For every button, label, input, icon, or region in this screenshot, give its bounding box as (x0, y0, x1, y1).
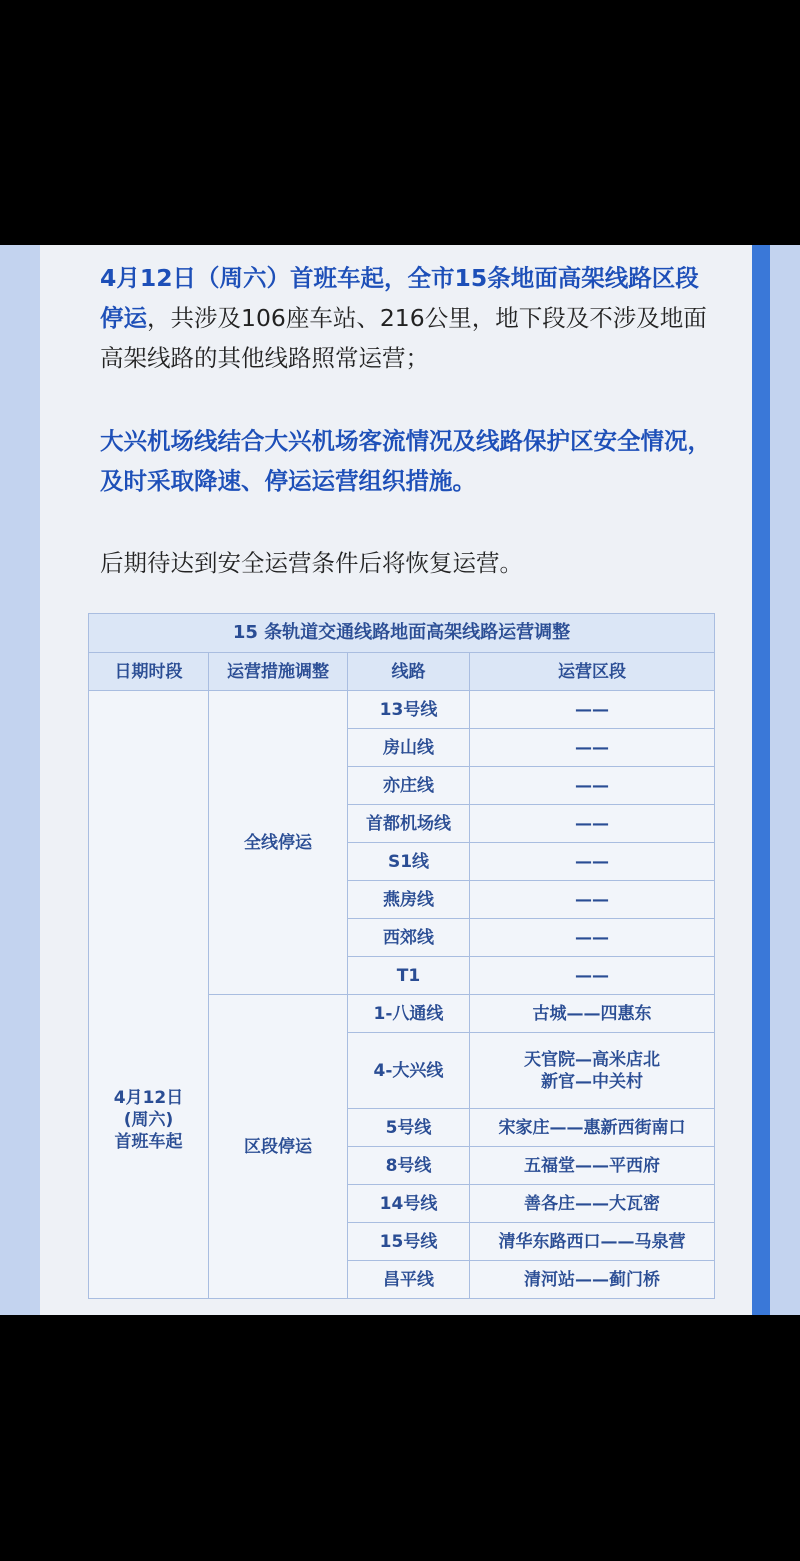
section-text: 五福堂——平西府 (524, 1155, 660, 1176)
header-date: 日期时段 (89, 653, 209, 691)
line-cell: 燕房线 (348, 881, 470, 919)
section-text: 天官院—高米店北 (524, 1049, 660, 1070)
section-text: —— (575, 813, 609, 834)
date-line: 4月12日 (113, 1087, 184, 1108)
section-text: —— (575, 927, 609, 948)
section-cell (470, 843, 715, 881)
section-cell (470, 995, 715, 1033)
section-cell (470, 919, 715, 957)
section-cell (470, 1147, 715, 1185)
header-line: 线路 (348, 653, 470, 691)
section-cell (470, 729, 715, 767)
table-row (89, 691, 715, 729)
table-title: 15 条轨道交通线路地面高架线路运营调整 (89, 614, 715, 653)
notice-highlight: 4月12日（周六）首班车起，全市15条地面高架线路区段停运 (100, 264, 699, 332)
section-text: —— (575, 699, 609, 720)
section-cell (470, 1185, 715, 1223)
section-text: 清华东路西口——马泉营 (498, 1231, 686, 1252)
section-text: —— (575, 889, 609, 910)
section-text: —— (575, 851, 609, 872)
line-cell: S1线 (348, 843, 470, 881)
section-text: —— (575, 737, 609, 758)
line-cell: 亦庄线 (348, 767, 470, 805)
section-cell (470, 957, 715, 995)
section-cell (470, 691, 715, 729)
section-cell (470, 1261, 715, 1299)
notice-text: ，共涉及106座车站、216公里，地下段及不涉及地面高架线路的其他线路照常运营； (100, 304, 707, 372)
line-cell: 8号线 (348, 1147, 470, 1185)
section-text: 清河站——蓟门桥 (524, 1269, 660, 1290)
line-cell: 1-八通线 (348, 995, 470, 1033)
section-text: 宋家庄——惠新西街南口 (498, 1117, 686, 1138)
line-cell: 15号线 (348, 1223, 470, 1261)
date-cell (89, 691, 209, 1299)
line-cell: 西郊线 (348, 919, 470, 957)
date-line: 首班车起 (114, 1131, 183, 1152)
date-line: (周六) (123, 1109, 174, 1130)
measure-cell: 区段停运 (209, 995, 348, 1299)
line-cell: 4-大兴线 (348, 1033, 470, 1109)
header-measure: 运营措施调整 (209, 653, 348, 691)
line-cell: T1 (348, 957, 470, 995)
line-cell: 5号线 (348, 1109, 470, 1147)
line-cell: 14号线 (348, 1185, 470, 1223)
measure-cell: 全线停运 (209, 691, 348, 995)
section-text: 古城——四惠东 (532, 1003, 652, 1024)
section-text: —— (575, 775, 609, 796)
operation-adjustment-table (88, 613, 715, 1299)
section-cell (470, 1033, 715, 1109)
section-text: 善各庄——大瓦密 (524, 1193, 660, 1214)
section-cell (470, 767, 715, 805)
section-cell (470, 881, 715, 919)
accent-bar (752, 245, 770, 1315)
section-text: —— (575, 965, 609, 986)
notice-paragraph-2: 大兴机场线结合大兴机场客流情况及线路保护区安全情况，及时采取降速、停运运营组织措施。 (100, 427, 711, 495)
section-text: 新官—中关村 (541, 1071, 643, 1092)
header-section: 运营区段 (470, 653, 715, 691)
notice-paragraph-3: 后期待达到安全运营条件后将恢复运营。 (100, 549, 523, 577)
line-cell: 昌平线 (348, 1261, 470, 1299)
notice-paragraph-1 (100, 258, 715, 378)
line-cell: 房山线 (348, 729, 470, 767)
section-cell (470, 1109, 715, 1147)
line-cell: 13号线 (348, 691, 470, 729)
line-cell: 首都机场线 (348, 805, 470, 843)
section-cell (470, 805, 715, 843)
section-cell (470, 1223, 715, 1261)
